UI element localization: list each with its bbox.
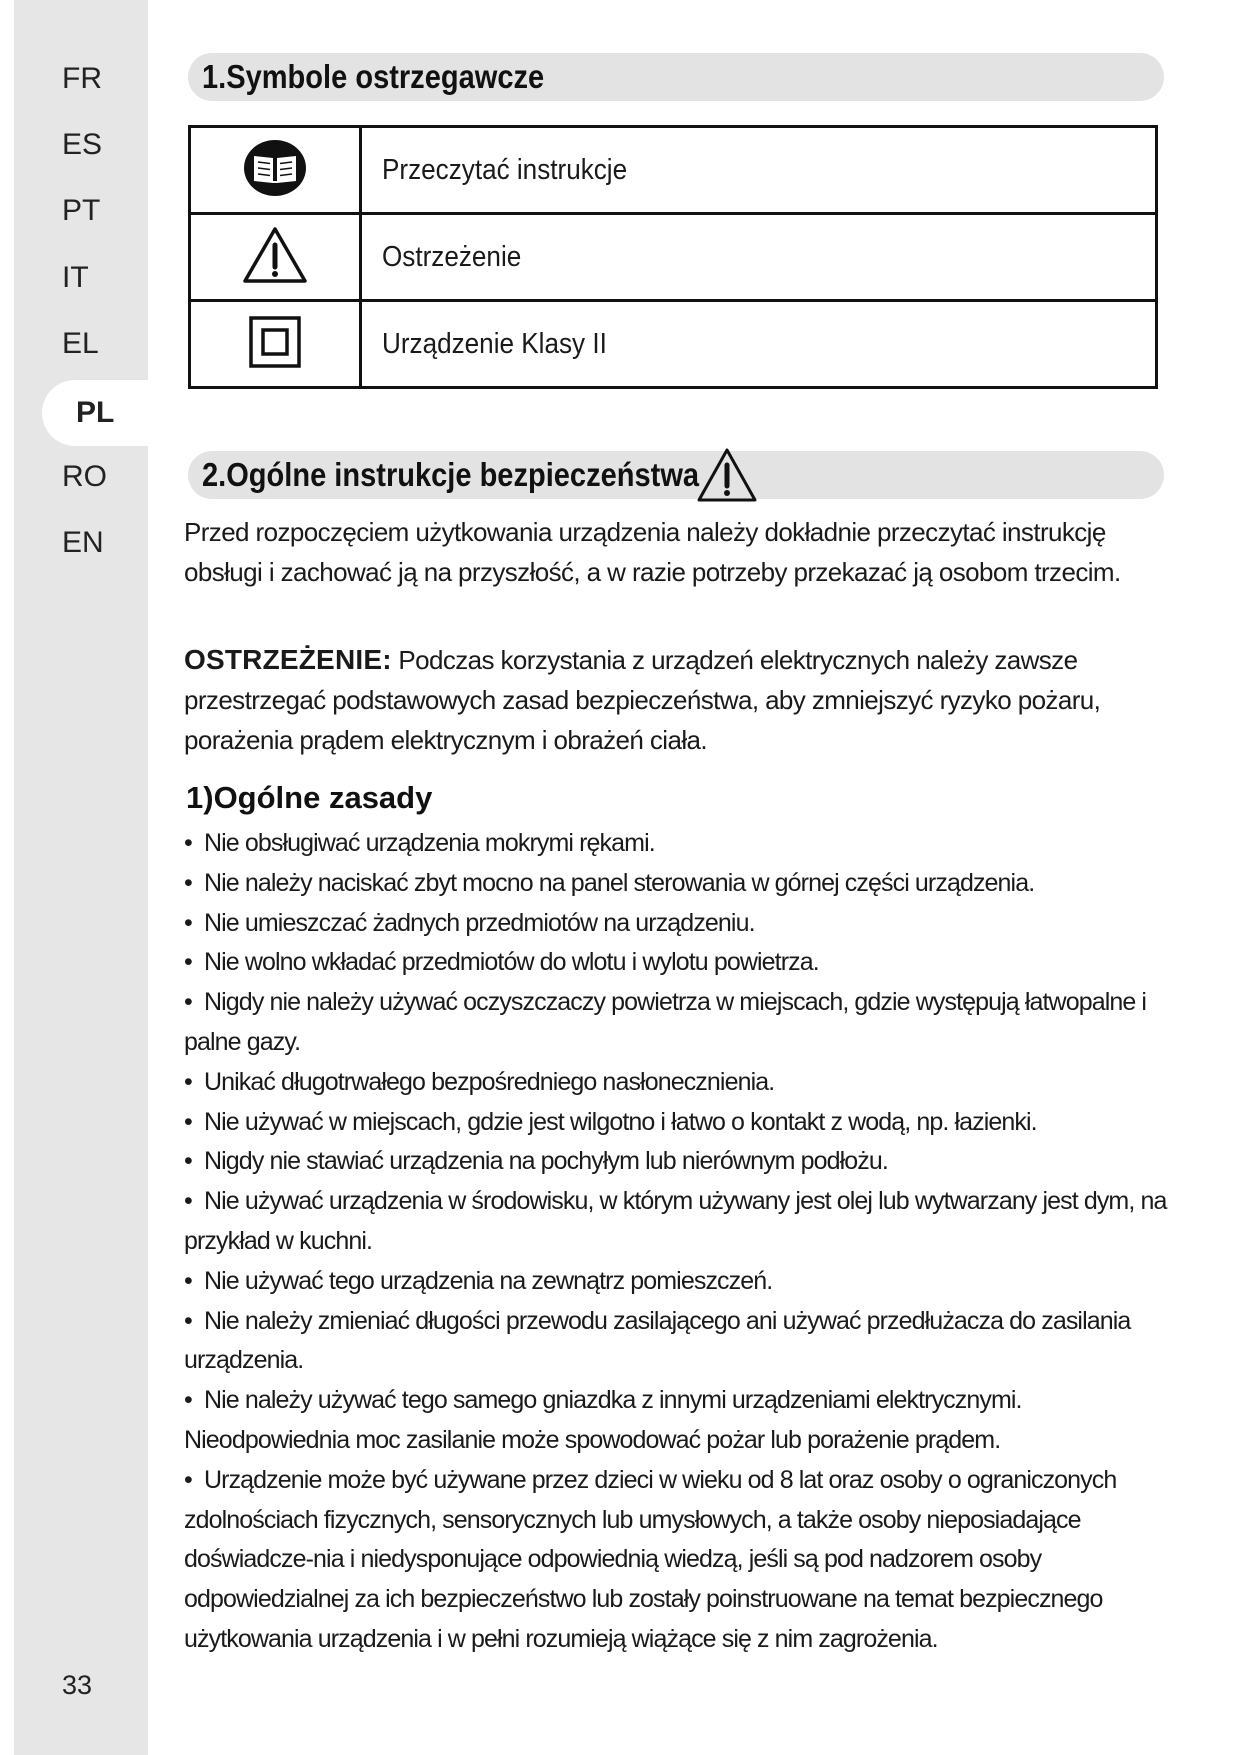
list-item: • Nigdy nie stawiać urządzenia na pochyłym lub nierównym podłożu. (184, 1142, 1174, 1182)
section-header-safety-instructions (188, 451, 1164, 499)
language-tab-es[interactable]: ES (62, 128, 103, 161)
list-item: • Nigdy nie należy używać oczyszczaczy powietrza w miejscach, gdzie występują łatwopalne i palne gazy. (184, 983, 1174, 1063)
symbol-label: Przeczytać instrukcje (382, 153, 628, 186)
symbol-label: Urządzenie Klasy II (382, 327, 607, 360)
intro-paragraph: Przed rozpoczęciem użytkowania urządzenia należy dokładnie przeczytać instrukcję obsługi i zachować ją na przyszłość, a w razie potrzeby przekazać ją osobom trzecim. (184, 517, 1121, 587)
list-item: • Nie obsługiwać urządzenia mokrymi rękami. (184, 824, 1174, 864)
warning-text: Podczas korzystania z urządzeń elektrycznych należy zawsze przestrzegać podstawowych zasad bezpieczeństwa, aby zmniejszyć ryzyko pożaru, porażenia prądem elektrycznym i obrażeń ciała. (184, 645, 1101, 755)
section-header-warning-symbols (188, 53, 1164, 101)
list-item: • Nie należy zmieniać długości przewodu zasilającego ani używać przedłużacza do zasilania urządzenia. (184, 1302, 1174, 1382)
language-tab-fr[interactable]: FR (62, 62, 102, 95)
symbol-cell (190, 127, 361, 214)
symbol-label-cell (361, 214, 1157, 301)
page-number: 33 (62, 1670, 93, 1700)
language-tab-pt[interactable]: PT (62, 194, 101, 227)
list-item: • Nie używać urządzenia w środowisku, w którym używany jest olej lub wytwarzany jest dym, na przykład w kuchni. (184, 1182, 1174, 1262)
language-tab-pl-active[interactable]: PL (42, 380, 162, 446)
language-sidebar (14, 0, 148, 1755)
read-manual-icon (242, 185, 308, 202)
table-row (190, 127, 1157, 214)
list-item: • Unikać długotrwałego bezpośredniego nasłonecznienia. (184, 1063, 1174, 1103)
section-title: 1.Symbole ostrzegawcze (202, 58, 545, 95)
list-item: • Nie należy naciskać zbyt mocno na panel sterowania w górnej części urządzenia. (184, 864, 1174, 904)
language-tab-en[interactable]: EN (62, 526, 104, 559)
warning-triangle-icon (696, 447, 758, 508)
general-rules-list (184, 824, 1174, 1660)
language-tab-el[interactable]: EL (62, 327, 99, 360)
language-tab-it[interactable]: IT (62, 261, 89, 294)
warning-label: OSTRZEŻENIE: (184, 644, 392, 675)
warning-triangle-icon (242, 272, 308, 289)
symbol-cell (190, 301, 361, 388)
class-ii-double-square-icon (248, 356, 302, 373)
list-item: • Urządzenie może być używane przez dzieci w wieku od 8 lat oraz osoby o ograniczonych zdolnościach fizycznych, sensorycznych lub umysłowych, a także osoby nieposiadające doświadcze-nia i niedysponujące odpowiednią wiedzą, jeśli są pod nadzorem osoby odpowiedzialnej za ich bezpieczeństwo lub zostały poinstruowane na temat bezpiecznego użytkowania urządzenia i w pełni rozumieją wiążące się z nim zagrożenia. (184, 1461, 1174, 1660)
list-item: • Nie wolno wkładać przedmiotów do wlotu i wylotu powietrza. (184, 943, 1174, 983)
table-row (190, 301, 1157, 388)
list-item: • Nie używać w miejscach, gdzie jest wilgotno i łatwo o kontakt z wodą, np. łazienki. (184, 1103, 1174, 1143)
symbols-table (188, 125, 1158, 389)
warning-paragraph (184, 640, 1174, 760)
symbol-label: Ostrzeżenie (382, 240, 522, 273)
list-item: • Nie umieszczać żadnych przedmiotów na urządzeniu. (184, 904, 1174, 944)
list-item: • Nie należy używać tego samego gniazdka z innymi urządzeniami elektrycznymi. Nieodpowiednia moc zasilanie może spowodować pożar lub porażenie prądem. (184, 1381, 1174, 1461)
section-title: 2.Ogólne instrukcje bezpieczeństwa (202, 456, 700, 493)
symbol-label-cell (361, 127, 1157, 214)
list-item: • Nie używać tego urządzenia na zewnątrz pomieszczeń. (184, 1262, 1174, 1302)
symbol-label-cell (361, 301, 1157, 388)
language-tab-ro[interactable]: RO (62, 460, 107, 493)
table-row (190, 214, 1157, 301)
subsection-title: 1)Ogólne zasady (186, 780, 433, 815)
symbol-cell (190, 214, 361, 301)
